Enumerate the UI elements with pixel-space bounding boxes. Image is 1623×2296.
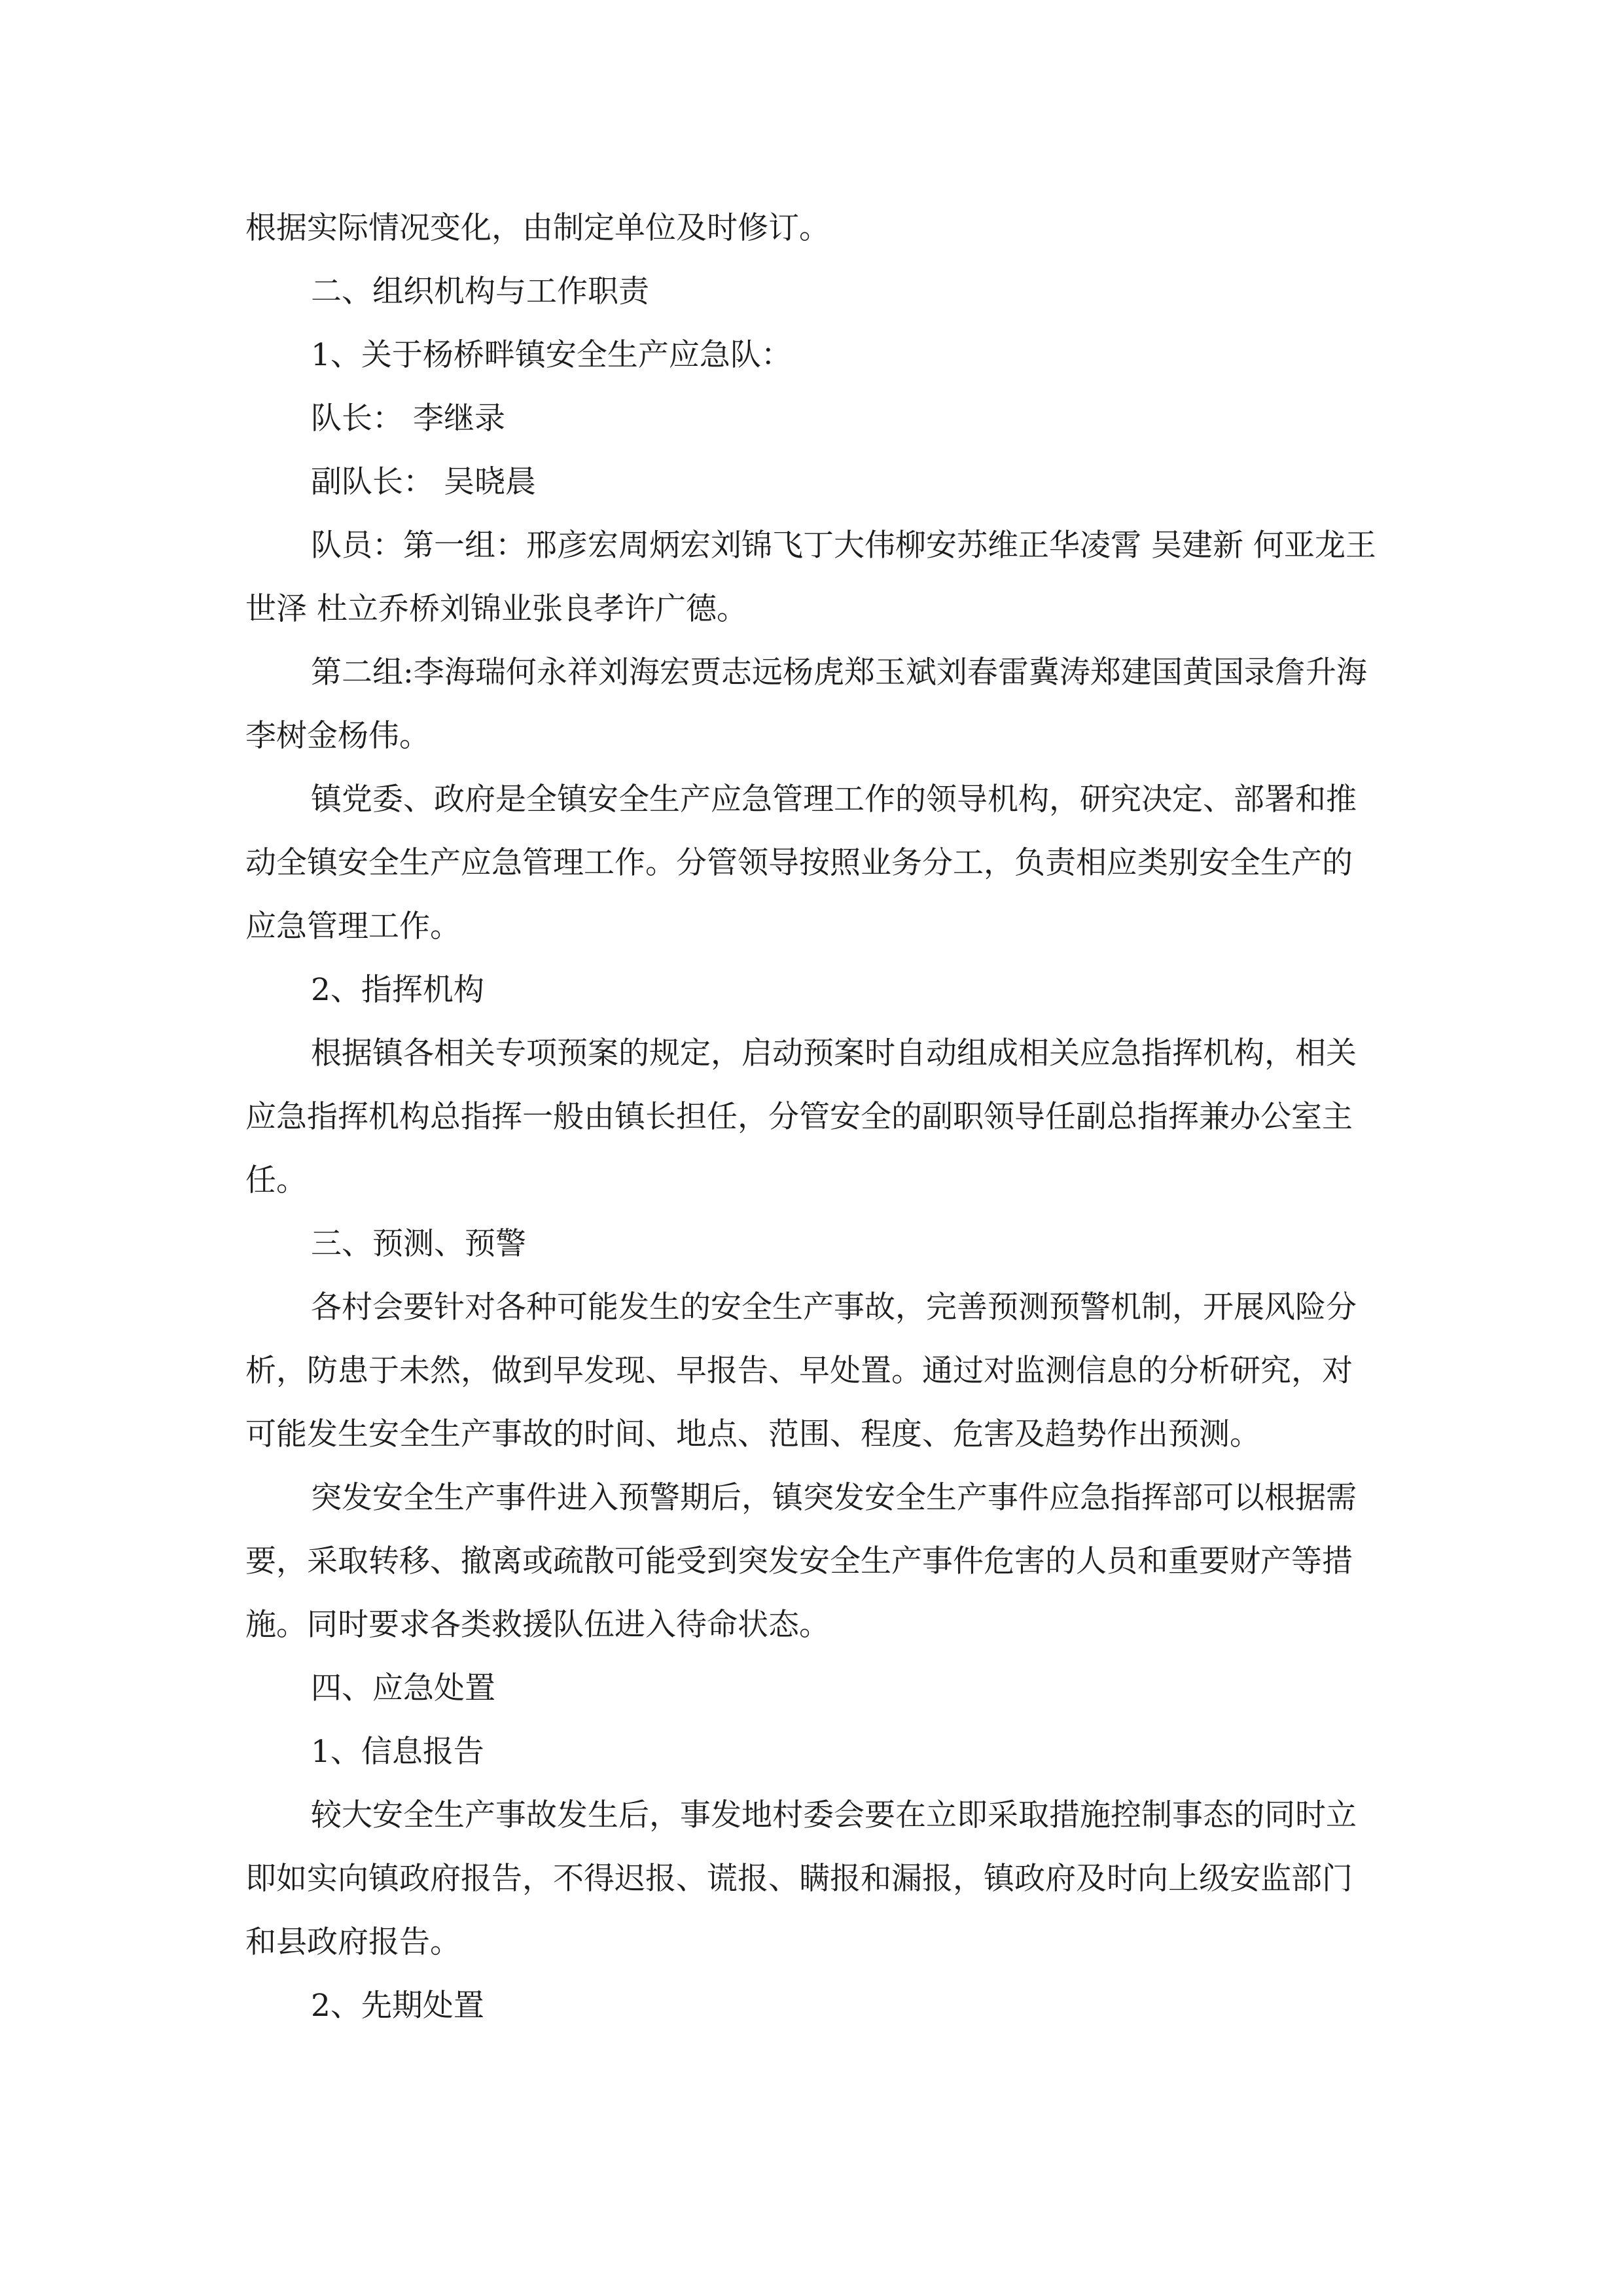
paragraph-leadership: 镇党委、政府是全镇安全生产应急管理工作的领导机构，研究决定、部署和推动全镇安全生产应急管理工作。分管领导按照业务分工，负责相应类别安全生产的应急管理工作。 [245, 781, 1357, 944]
deputy-leader-line: 副队长： 吴晓晨 [311, 464, 536, 500]
paragraph-command-structure: 根据镇各相关专项预案的规定，启动预案时自动组成相关应急指挥机构，相关应急指挥机构总指挥一般由镇长担任，分管安全的副职领导任副总指挥兼办公室主任。 [245, 1035, 1357, 1198]
subheading-information-report: 1、信息报告 [311, 1734, 484, 1770]
paragraph-forecast: 各村会要针对各种可能发生的安全生产事故，完善预测预警机制，开展风险分析，防患于未然，做到早发现、早报告、早处置。通过对监测信息的分析研究，对可能发生安全生产事故的时间、地点、范围、程度、危害及趋势作出预测。 [245, 1289, 1357, 1452]
section-heading-organization: 二、组织机构与工作职责 [311, 274, 649, 310]
team-members-group-two: 第二组:李海瑞何永祥刘海宏贾志远杨虎郑玉斌刘春雷冀涛郑建国黄国录詹升海李树金杨伟。 [245, 655, 1367, 754]
team-members-group-one: 队员：第一组：邢彦宏周炳宏刘锦飞丁大伟柳安苏维正华凌霄 吴建新 何亚龙王世泽 杜立乔桥刘锦业张良孝许广德。 [245, 528, 1376, 627]
paragraph-warning-period: 突发安全生产事件进入预警期后，镇突发安全生产事件应急指挥部可以根据需要，采取转移、撤离或疏散可能受到突发安全生产事件危害的人员和重要财产等措施。同时要求各类救援队伍进入待命状态。 [245, 1480, 1357, 1643]
document-body [245, 196, 1378, 2037]
paragraph-information-report: 较大安全生产事故发生后，事发地村委会要在立即采取措施控制事态的同时立即如实向镇政府报告，不得迟报、谎报、瞒报和漏报，镇政府及时向上级安监部门和县政府报告。 [245, 1797, 1357, 1960]
team-leader-line: 队长： 李继录 [311, 401, 505, 437]
subheading-initial-response: 2、先期处置 [311, 1988, 484, 2024]
subheading-emergency-team: 1、关于杨桥畔镇安全生产应急队： [311, 337, 792, 373]
section-heading-emergency-response: 四、应急处置 [311, 1670, 495, 1706]
paragraph-revision-note: 根据实际情况变化，由制定单位及时修订。 [245, 210, 830, 246]
section-heading-forecast-warning: 三、预测、预警 [311, 1226, 526, 1262]
subheading-command-structure: 2、指挥机构 [311, 972, 484, 1008]
